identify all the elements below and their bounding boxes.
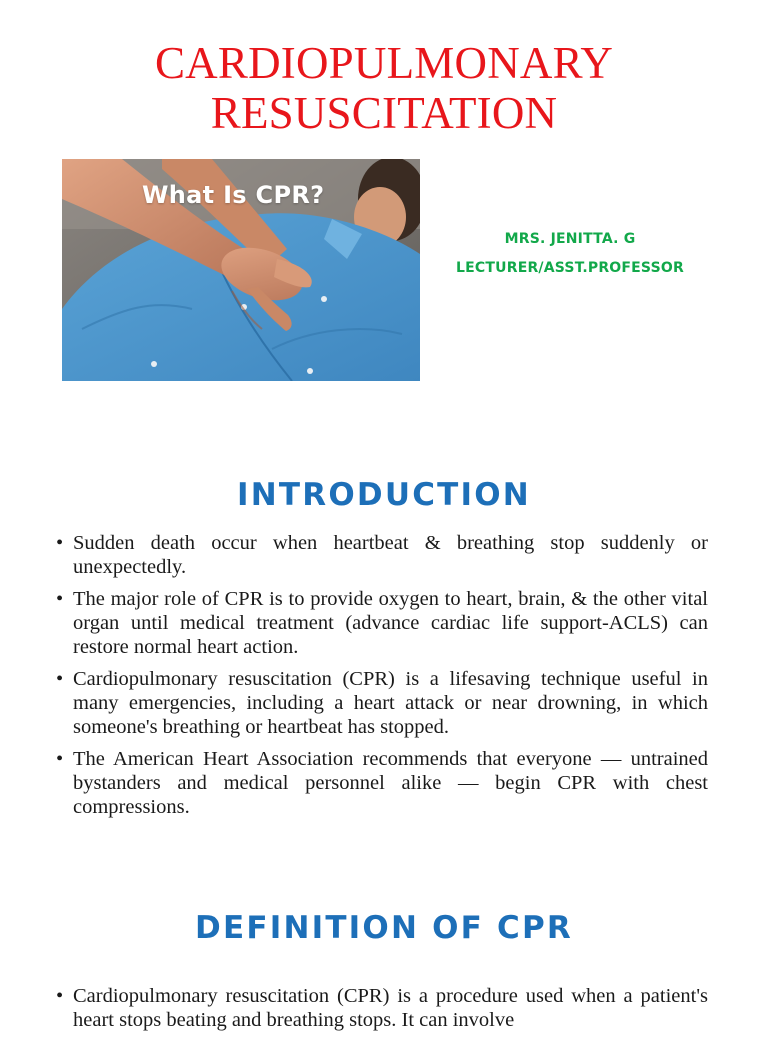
list-item — [56, 667, 708, 739]
definition-heading: DEFINITION OF CPR — [195, 910, 573, 946]
definition-list — [56, 984, 708, 1040]
bullet-icon: • — [56, 532, 64, 554]
bullet-text: The major role of CPR is to provide oxygen to heart, brain, & the other vital organ until medical treatment (advance cardiac life support-ACLS) can restore normal heart action. — [73, 588, 708, 658]
page-title — [0, 38, 768, 138]
bullet-text: Cardiopulmonary resuscitation (CPR) is a procedure used when a patient's heart stops beating and breathing stops. It can involve — [73, 985, 708, 1031]
author-name: MRS. JENITTA. G — [504, 231, 636, 247]
list-item — [56, 747, 708, 819]
list-item — [56, 984, 708, 1032]
photo-caption: What Is CPR? — [142, 181, 325, 209]
list-item — [56, 587, 708, 659]
title-line-2: RESUSCITATION — [210, 88, 558, 138]
title-line-1: CARDIOPULMONARY — [154, 38, 614, 88]
cpr-photo — [62, 159, 420, 381]
list-item — [56, 531, 708, 579]
bullet-text: Cardiopulmonary resuscitation (CPR) is a lifesaving technique useful in many emergencies, including a heart attack or near drowning, in which someone's breathing or heartbeat has stopped. — [73, 668, 708, 738]
bullet-icon: • — [56, 588, 64, 610]
bullet-text: Sudden death occur when heartbeat & breathing stop suddenly or unexpectedly. — [73, 532, 708, 578]
introduction-heading: INTRODUCTION — [237, 477, 531, 513]
introduction-list — [56, 531, 708, 827]
bullet-icon: • — [56, 668, 64, 690]
bullet-icon: • — [56, 748, 64, 770]
author-role: LECTURER/ASST.PROFESSOR — [456, 260, 684, 276]
bullet-icon: • — [56, 985, 64, 1007]
bullet-text: The American Heart Association recommends that everyone — untrained bystanders and medical personnel alike — begin CPR with chest compressions. — [73, 748, 708, 818]
